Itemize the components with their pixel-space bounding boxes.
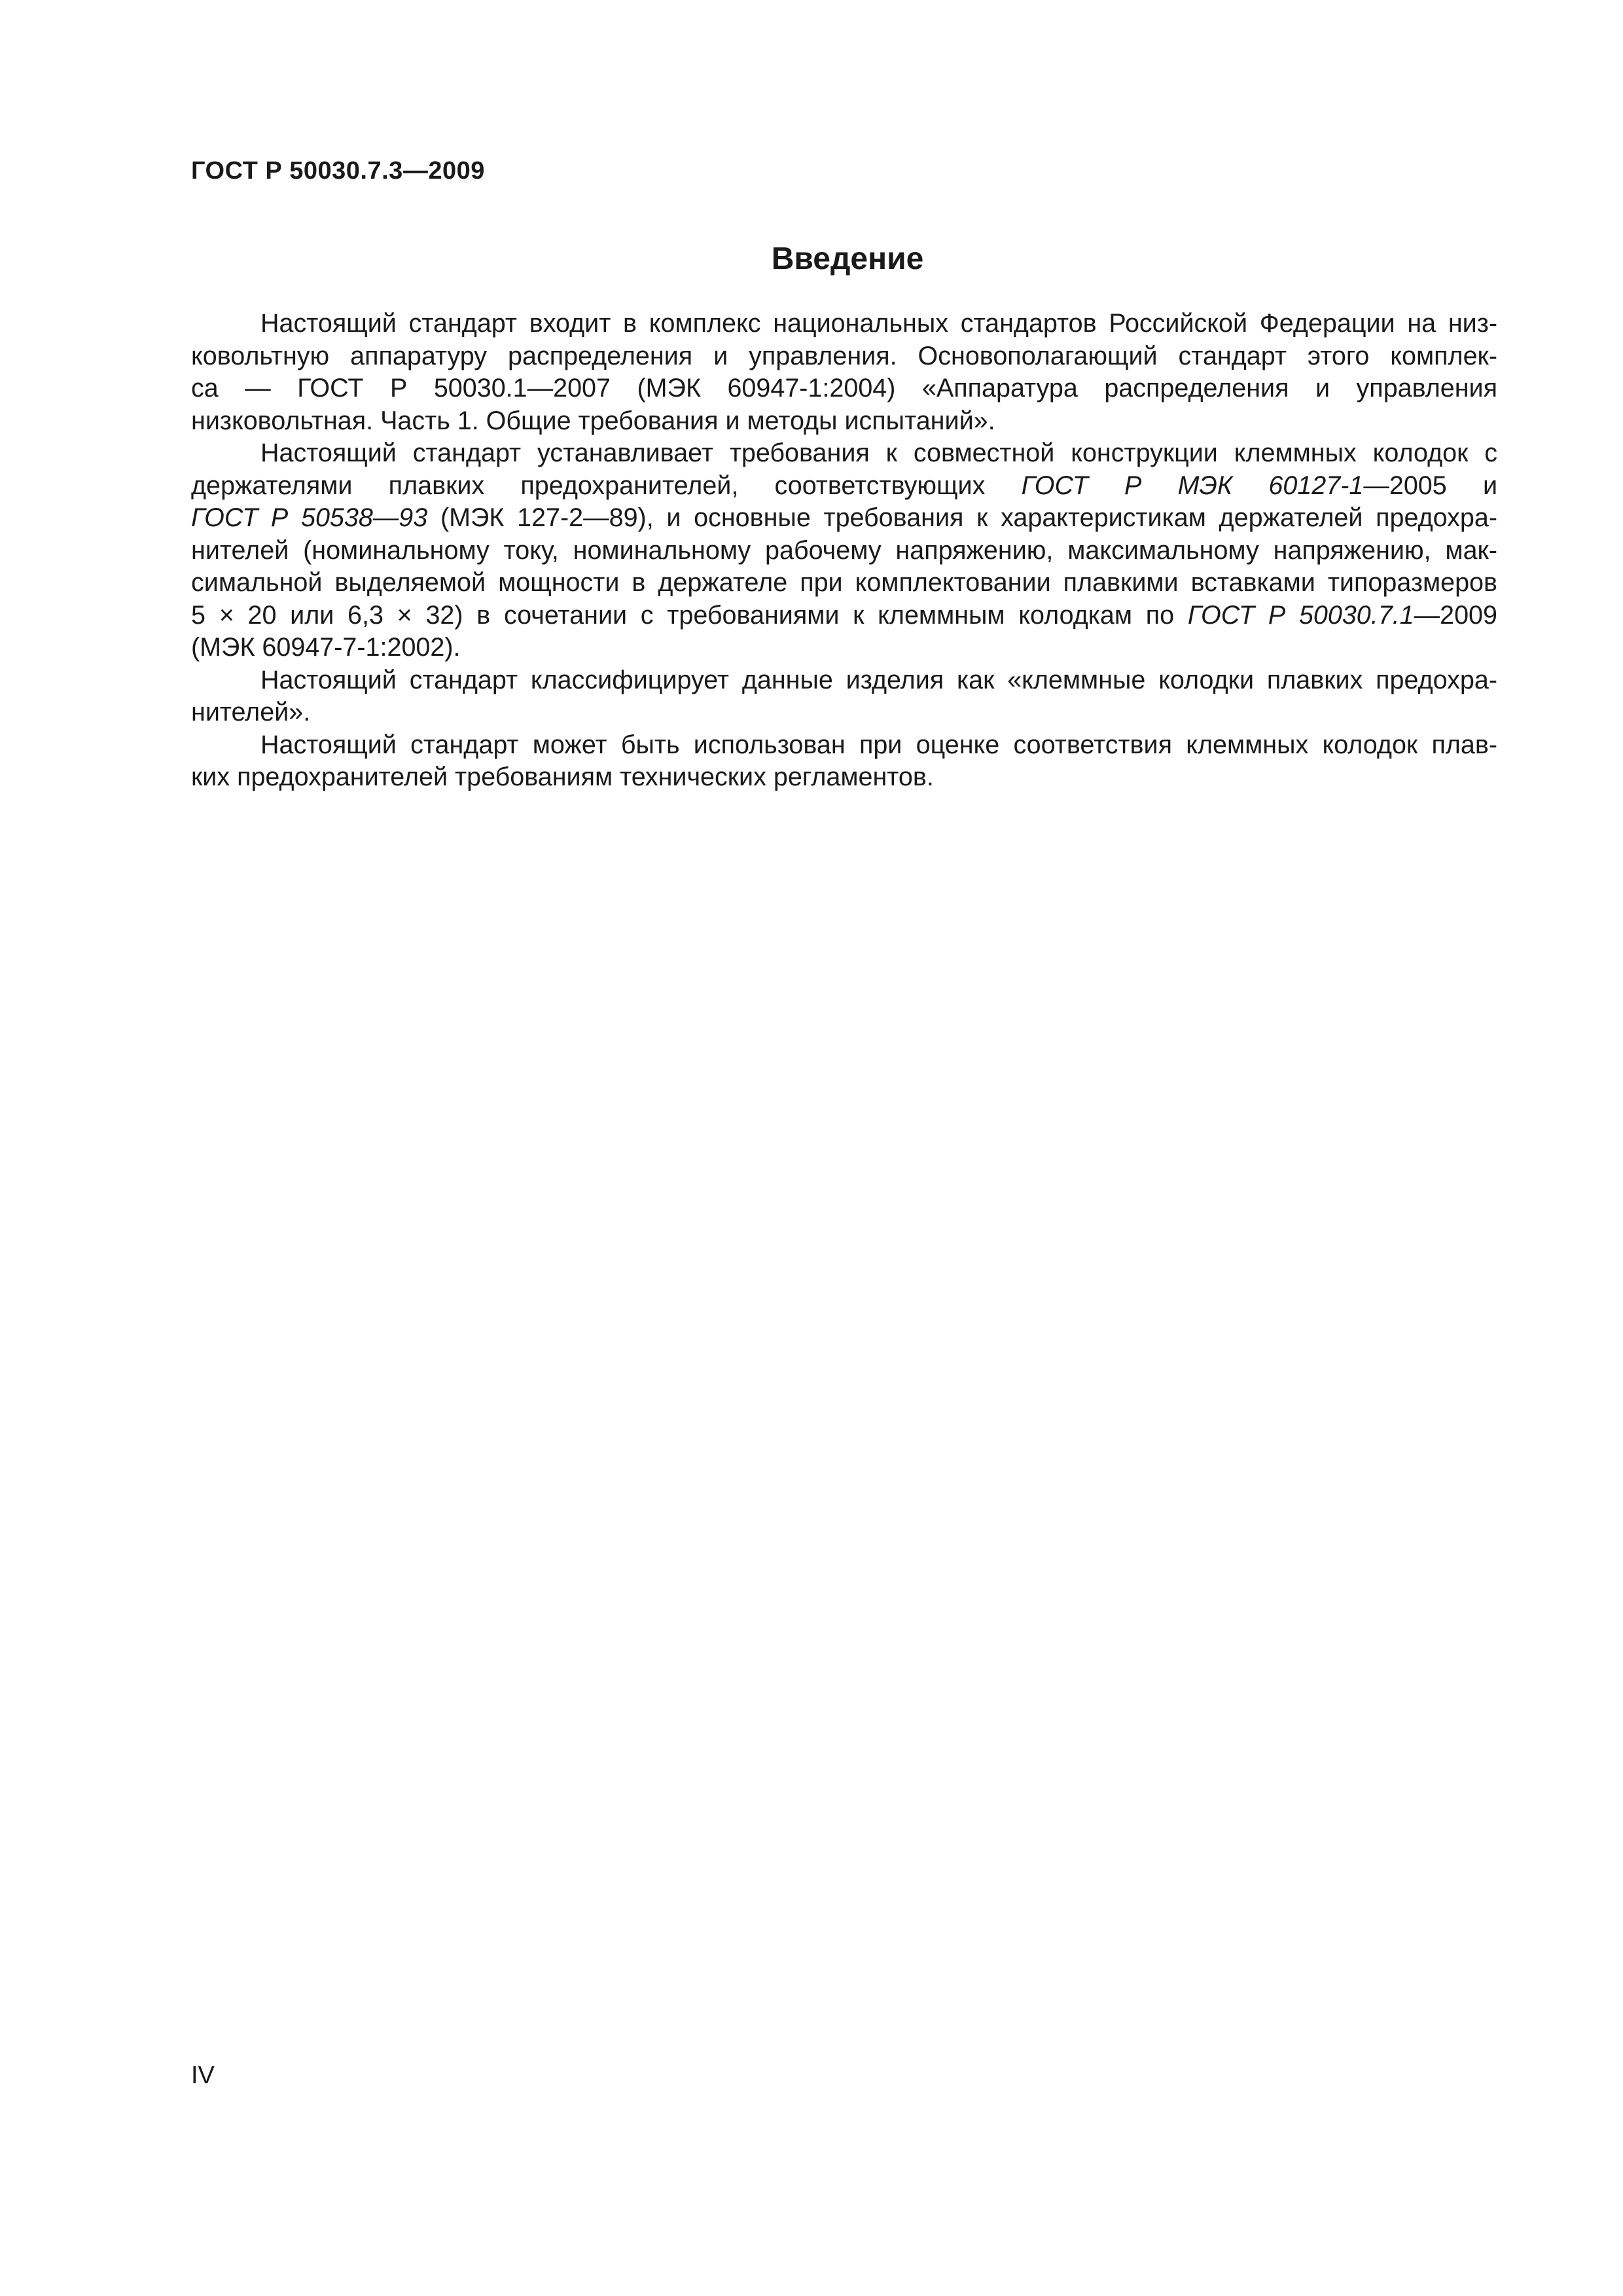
paragraph-line: Настоящий стандарт устанавливает требования к совместной конструкции клеммных колодок с [260, 439, 1497, 467]
paragraph-line: Настоящий стандарт может быть использован при оценке соответствия клеммных колодок плав- [260, 730, 1497, 759]
standard-reference: ГОСТ Р 50538—93 [191, 503, 428, 532]
page-number: IV [191, 2062, 215, 2089]
paragraph-line-with-ref: ГОСТ Р 50538—93 (МЭК 127-2—89), и основные требования к характеристикам держателей предохра- [191, 503, 1498, 532]
standard-reference: ГОСТ Р МЭК 60127-1 [1021, 471, 1364, 500]
document-code: ГОСТ Р 50030.7.3—2009 [191, 157, 485, 185]
paragraph-line: ких предохранителей требованиям технических регламентов. [191, 762, 934, 791]
paragraph-line: нителей (номинальному току, номинальному рабочему напряжению, максимальному напряжению, мак- [191, 535, 1497, 565]
paragraph-3 [191, 664, 1497, 729]
section-title [0, 241, 1623, 277]
paragraph-4 [191, 729, 1497, 794]
paragraph-line: нителей». [191, 698, 311, 726]
document-body [191, 308, 1497, 794]
paragraph-line: симальной выделяемой мощности в держателе при комплектовании плавкими вставками типоразмеров [191, 568, 1497, 597]
paragraph-line: (МЭК 60947-7-1:2002). [191, 633, 461, 662]
paragraph-line: са — ГОСТ Р 50030.1—2007 (МЭК 60947-1:2004) «Аппаратура распределения и управления [191, 374, 1497, 403]
paragraph-2 [191, 437, 1497, 664]
paragraph-line-with-ref: держателями плавких предохранителей, соответствующих ГОСТ Р МЭК 60127-1—2005 и [191, 471, 1498, 500]
section-title-text: Введение [771, 242, 924, 276]
paragraph-line-with-ref: 5 × 20 или 6,3 × 32) в сочетании с требованиями к клеммным колодкам по ГОСТ Р 50030.7.1—2009 [191, 600, 1497, 630]
paragraph-1 [191, 308, 1497, 437]
paragraph-line: низковольтная. Часть 1. Общие требования и методы испытаний». [191, 406, 995, 435]
paragraph-line: Настоящий стандарт классифицирует данные изделия как «клеммные колодки плавких предохра- [260, 665, 1497, 694]
paragraph-line: ковольтную аппаратуру распределения и управления. Основополагающий стандарт этого комплек- [191, 341, 1497, 370]
standard-reference: ГОСТ Р 50030.7.1 [1187, 600, 1414, 630]
paragraph-line: Настоящий стандарт входит в комплекс национальных стандартов Российской Федерации на низ- [260, 309, 1497, 338]
